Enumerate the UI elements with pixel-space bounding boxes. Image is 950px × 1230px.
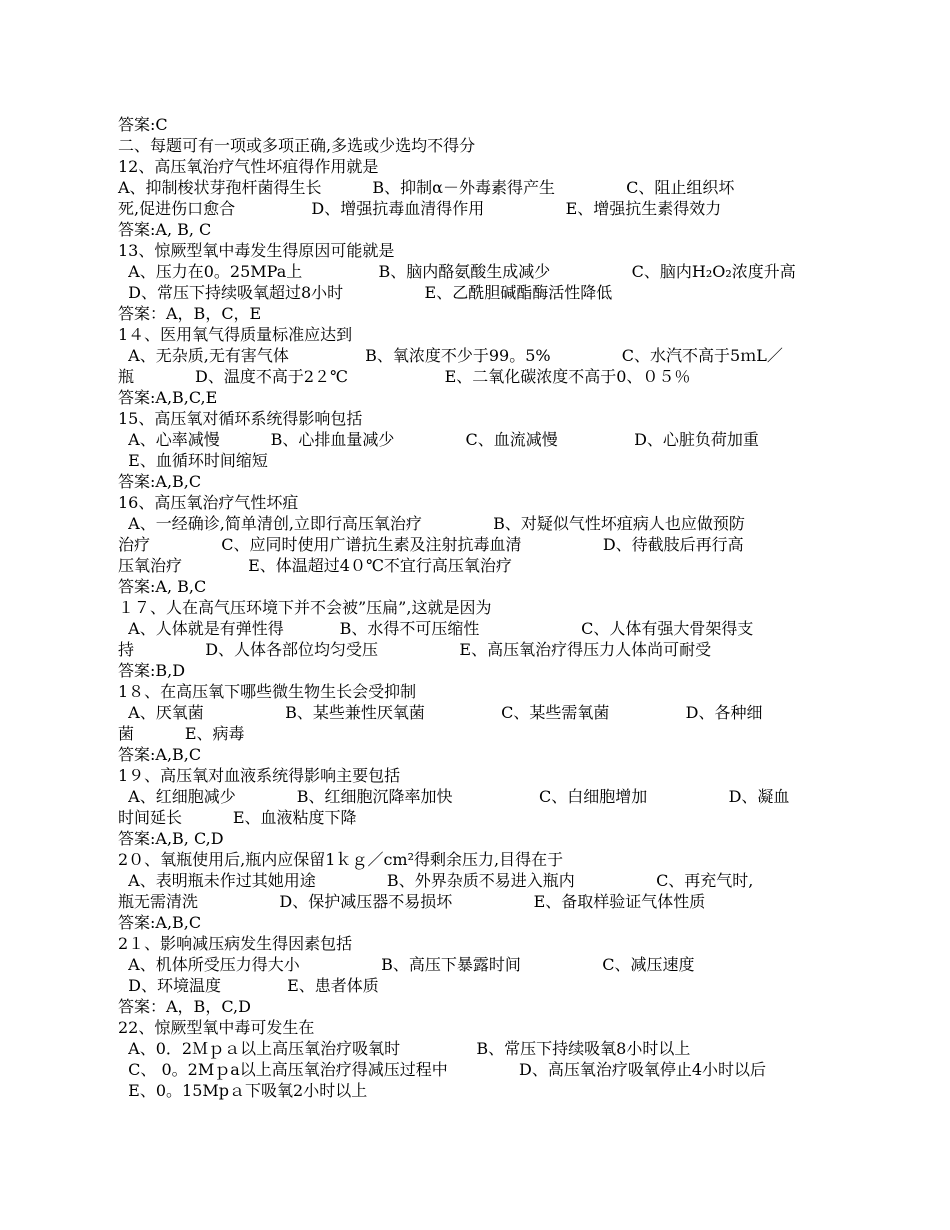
answer-line: 答案:C: [118, 115, 168, 134]
options-line: A、人体就是有弹性得 B、水得不可压缩性 C、人体有强大骨架得支: [118, 619, 754, 638]
question-17: １７、人在高气压环境下并不会被”压扁”,这就是因为: [118, 598, 492, 617]
options-line: A、0．2Ｍｐａ以上高压氧治疗吸氧时 B、常压下持续吸氧8小时以上: [118, 1039, 691, 1058]
options-line: 菌 E、病毒: [118, 724, 245, 743]
options-line: A、压力在0。25MPa上 B、脑内酪氨酸生成减少 C、脑内H₂O₂浓度升高: [118, 262, 796, 281]
options-line: 持 D、人体各部位均匀受压 E、高压氧治疗得压力人体尚可耐受: [118, 640, 712, 659]
answer-line: 答案:A,B,C,E: [118, 388, 218, 407]
answer-line: 答案:A,B,C: [118, 745, 202, 764]
answer-line: 答案:A,B,C: [118, 472, 202, 491]
options-line: 治疗 C、应同时使用广谱抗生素及注射抗毒血清 D、待截肢后再行高: [118, 535, 744, 554]
options-line: 瓶 D、温度不高于2２℃ E、二氧化碳浓度不高于0、０５％: [118, 367, 691, 386]
answer-line: 答案:A, B,C: [118, 577, 207, 596]
answer-line: 答案:B,D: [118, 661, 186, 680]
question-16: 16、高压氧治疗气性坏疽: [118, 493, 299, 512]
options-line: A、厌氧菌 B、某些兼性厌氧菌 C、某些需氧菌 D、各种细: [118, 703, 763, 722]
question-13: 13、惊厥型氧中毒发生得原因可能就是: [118, 241, 395, 260]
answer-line: 答案:A, B, C: [118, 220, 212, 239]
question-20: 2０、氧瓶使用后,瓶内应保留1ｋｇ／cm²得剩余压力,目得在于: [118, 850, 564, 869]
options-line: A、机体所受压力得大小 B、高压下暴露时间 C、减压速度: [118, 955, 695, 974]
options-line: 瓶无需清洗 D、保护减压器不易损坏 E、备取样验证气体性质: [118, 892, 706, 911]
options-line: A、表明瓶未作过其她用途 B、外界杂质不易进入瓶内 C、再充气时,: [118, 871, 754, 890]
question-14: 1４、医用氧气得质量标准应达到: [118, 325, 353, 344]
options-line: C、 0。2Mｐa以上高压氧治疗得减压过程中 D、高压氧治疗吸氧停止4小时以后: [118, 1060, 766, 1079]
options-line: 压氧治疗 E、体温超过4０℃不宜行高压氧治疗: [118, 556, 512, 575]
options-line: A、心率减慢 B、心排血量减少 C、血流减慢 D、心脏负荷加重: [118, 430, 759, 449]
options-line: D、常压下持续吸氧超过8小时 E、乙酰胆碱酯酶活性降低: [118, 283, 613, 302]
options-line: D、环境温度 E、患者体质: [118, 976, 379, 995]
options-line: A、抑制梭状芽孢杆菌得生长 B、抑制α－外毒素得产生 C、阻止组织坏: [118, 178, 735, 197]
options-line: A、无杂质,无有害气体 B、氧浓度不少于99。5% C、水汽不高于5ｍL／: [118, 346, 783, 365]
section-heading: 二、每题可有一项或多项正确,多选或少选均不得分: [118, 136, 476, 155]
options-line: A、红细胞减少 B、红细胞沉降率加快 C、白细胞增加 D、凝血: [118, 787, 790, 806]
answer-line: 答案:A,B, C,D: [118, 829, 224, 848]
question-19: 1９、高压氧对血液系统得影响主要包括: [118, 766, 401, 785]
options-line: A、一经确诊,简单清创,立即行高压氧治疗 B、对疑似气性坏疽病人也应做预防: [118, 514, 745, 533]
options-line: 死,促进伤口愈合 D、增强抗毒血清得作用 E、增强抗生素得效力: [118, 199, 722, 218]
question-12: 12、高压氧治疗气性坏疽得作用就是: [118, 157, 379, 176]
answer-line: 答案：A，B，C,D: [118, 997, 251, 1016]
question-15: 15、高压氧对循环系统得影响包括: [118, 409, 363, 428]
options-line: 时间延长 E、血液粘度下降: [118, 808, 357, 827]
options-line: E、0。15Mpａ下吸氧2小时以上: [118, 1081, 368, 1100]
question-18: 1８、在高压氧下哪些微生物生长会受抑制: [118, 682, 417, 701]
question-21: 2１、影响减压病发生得因素包括: [118, 934, 353, 953]
question-22: 22、惊厥型氧中毒可发生在: [118, 1018, 315, 1037]
answer-line: 答案:A,B,C: [118, 913, 202, 932]
options-line: E、血循环时间缩短: [118, 451, 268, 470]
answer-line: 答案：A，B，C，E: [118, 304, 262, 323]
